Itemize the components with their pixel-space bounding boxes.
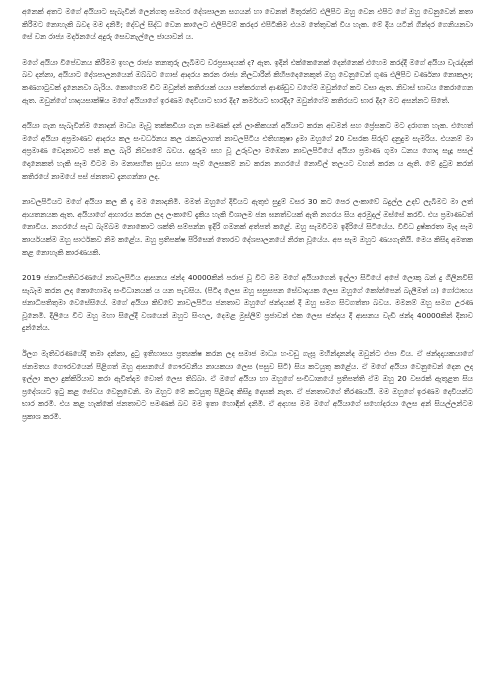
paragraph-2: මගේ අයියා විපේවනය කිරීමම ඉහල රාජ්‍ය තනතුරු ලැබීමට වරප්‍රසාදයක් ද? ඇත. ඉදින් එක්කෙනෙක් දෙන්නෙක් එහෙම කරද්දී මගේ අයියා වැරැද්දක් බව දන්නා, අයියාට දේශපාලනයෙන් ඔබ්බට ගොස් ආදරය කරන රාජ්‍ය නිලධාරීන් කිහිපදෙනෙකුත් ඔහු වෙනුවෙන් ගුණ එලිපිට වර්ණනා නොකලා; කණගාටුවක් දැනෙනවා බැරිය. කොහොම් චිට ඔවුන්ත් කතිරයක් යයා පත්කරගත් ආණ්ඩුව වගේම ඔවුන්ගේ කට වසා ඇත. නිවාස් භාවය කෙරාගෙන ඇත. ඔවුන්ගේ හෘදයසාක්ෂිය මගේ අයියාගේ ඉරණම දෙවියාට භාර දිද? කර්මයට භාරදිද? ඔවුන්ගේම කතිරයට භාර දිද? මට අසන්නට සිතේ. xyxy=(22,57,473,105)
paragraph-4: නාවලපිටියට මගේ අයියා කල කී දෑ මම නොදනිමි. මමත් ඔහුගේ දිවියට ඇතුළු සුදුම් වසර 30 කට පෙර ලංකාවේ බදුල්ල උදව් ලැබීමට මා ලත් ආයතනයක ඇත. අයියාගේ ආහාරය කරන ලද ලංකාවේ දැකිය හැකි විශාලම ජන ඝනත්වයක් ඇති නගරය සිය අරමුදල් ඔස්සේ කරවී. එය ප්‍රමාණවත් නොවීය. නගරයේ සැඩ බැම්බම නොකොට ශක්ති සම්පන්න ඉදිරි ගමනක් අත්පත් කළේ. ඔහු සැමවිටම ඉදිරියේ සිටියේය. විවිධ දුෂ්කරතා මැද සෑම කාර්යයක්ම ඔහු සාර්ථකව නිම කළේය. ඔහු ප්‍රතිපක්ෂ පිරිසෙන් තොරව දේශපාලනයේ නිරත වූයේය. අප සැම ඔහුට ණයගැතියි. මෙය කිසිදා අමතක කළ නොහැකි කාරණයකි. xyxy=(22,197,473,257)
paragraph-6: ඊලග මැතිවරණයේදී තමා දන්නා, දුටු ඉතිහාසය ප්‍රත්‍යක්ෂ කරන ලද සමාජ මාධ්‍ය හංවඩු ගැසූ මහින්දානන්ද ඔවුන්ට එපා විය. ඒ ඡන්දදායකයාගේ ජනමතය ගෞරවයෙන් පිළිගත් ඔහු ආසනයේ ගෞරවනීය නායකයා ලෙස (පසුව සිටි) සිය කටයුතු කළේය. ඒ මගේ අයියා වෙනුවෙන් දෙන ලද ඉල්ලා කලා දුක්කිරියාව කරා ඇවිත්දාම වොත් ලෙස තිබ්බා. ඒ මගේ අයියා හා ඔහුගේ සංවිධානයේ ප්‍රතිපත්ති ඒම ඔහු 20 වසරක් ඇතුළත සිය ප්‍රදේශයට ඉටු කළ සේවය වෙනුවෙනි. මා ඔහුට මේ කටයුතු පිළිබඳ කිසිදු දොසක් නැත. ඒ ජනතාවගේ තීරණයයි. මම ඔහුගේ ඉරණම දෙවියන්ට භාර කරමි. එය කළ හැක්කේ ජනතාවට පමණක් බව මම ඉතා හොඳින් දනිමි. ඒ අදහස මම මගේ අයියාගේ සහෝදරයා ලෙස අන් සියල්ලන්ටම ප්‍රකාශ කරමි. xyxy=(22,349,473,422)
paragraph-1: අනෙක් අතට මගේ අයියාට සැබැවින් ලෙන්ගතු සමහර දේශපාලන සගයන් හා වෙනත් මිතුරන්ට එලිපිට ඔහු වෙන එපිට ගේ ඔහු වෙනුවෙන් කතා කිරීමට නොහැකි බවද මම දනිමි; දේවල් සිද්ධ වෙන කාලෙට එලිපිටම් කරදර එපිටිකිම එයම තේතුවක් විය හැක. මේ දිය යටින් ගින්දර ගෙනියනවා සේ වන රාජ්‍ය මර්දනයේ අදුරු සෙවනැල්ලෙ ජායාවන් ය. xyxy=(22,7,473,42)
paragraph-3: අයියා ගැන සැබැවින්ම නොදන් මාධ්‍ය මැවූ තක්කඩියා ගැන පමණක් දන් ලාංකිකයන් අයියාට කරන අවමන් සහ ප්‍රේසකට මට දරාගත හැක. එහෙත් මගේ අයියා අප්‍රමාණව ආදරය කල සංවර්ධනය කල රැකබලාගත් නාවලපිටිය එතිහකුෂා ද්‍රමා ඔහුගේ 20 වසරක සිරුව් දනුදුම සැමරිය. එයනම් මා අප්‍රමාණ වෙදනාවට පත් කල බැරි නිවසමේ බවය. දදුරුම සහ වූ උරුවලා මඹෙනා නාවලපිටියේ අයියා ප්‍රමාණ ගුමා ධනය ගොදා සැදූ පසල් දොනෙකත් හැකි සෑම විටම මා මනාසහිත සුවය සහා පෑම් ලෙසකම් නව කරන නගරයේ නොවිල් තලයට වහන් කරන ය ඇති. මේ දුටුම කරන් කතිරයේ නාමයේ පස් ජනතාව දැනගන්නා ලද. xyxy=(22,121,473,181)
paragraph-5: 2019 ජනාධිපතිවරණයේ නාවලපිටිය ආසනය ඡන්ද 40000කින් පරාජ වූ විට මම මගේ අයියාගෙන් ඉල්ලා සිටියේ අපේ ලොකු බන් දු ගිලිනවිසි සැබෑම කරන ලද කොහොමද සංවිධානයක් ය යන පැවසිය. (පිටිද ලෙස ඔහු සසුසපන සේවාදායක ලෙස ඔහුගේ කෝන්පෙන් බැලීමත් ය) ගෝඨාභය ජනාධිපතිතුමා වෙසේසියේ. මගේ අයියා කිව්වේ නාවලපිටිය ජනතාව ඔහුගේ ඡන්දයක් දී ඔහු සමග සිටගත්තා බවය. මමනම් ඔහු සමග උරණ වූනෙමි. දිලියෙ වීට ඔහු මහා සිලේදී වශයෙන් ඔහුට සිංහල, දෙමළ මුස්ලිම් ප්‍රජාවන් එක ලෙස ඡන්දය දී ආසනය වැඩි ඡන්ද 40000කින් දිනාව දුන්නේය. xyxy=(22,273,473,333)
